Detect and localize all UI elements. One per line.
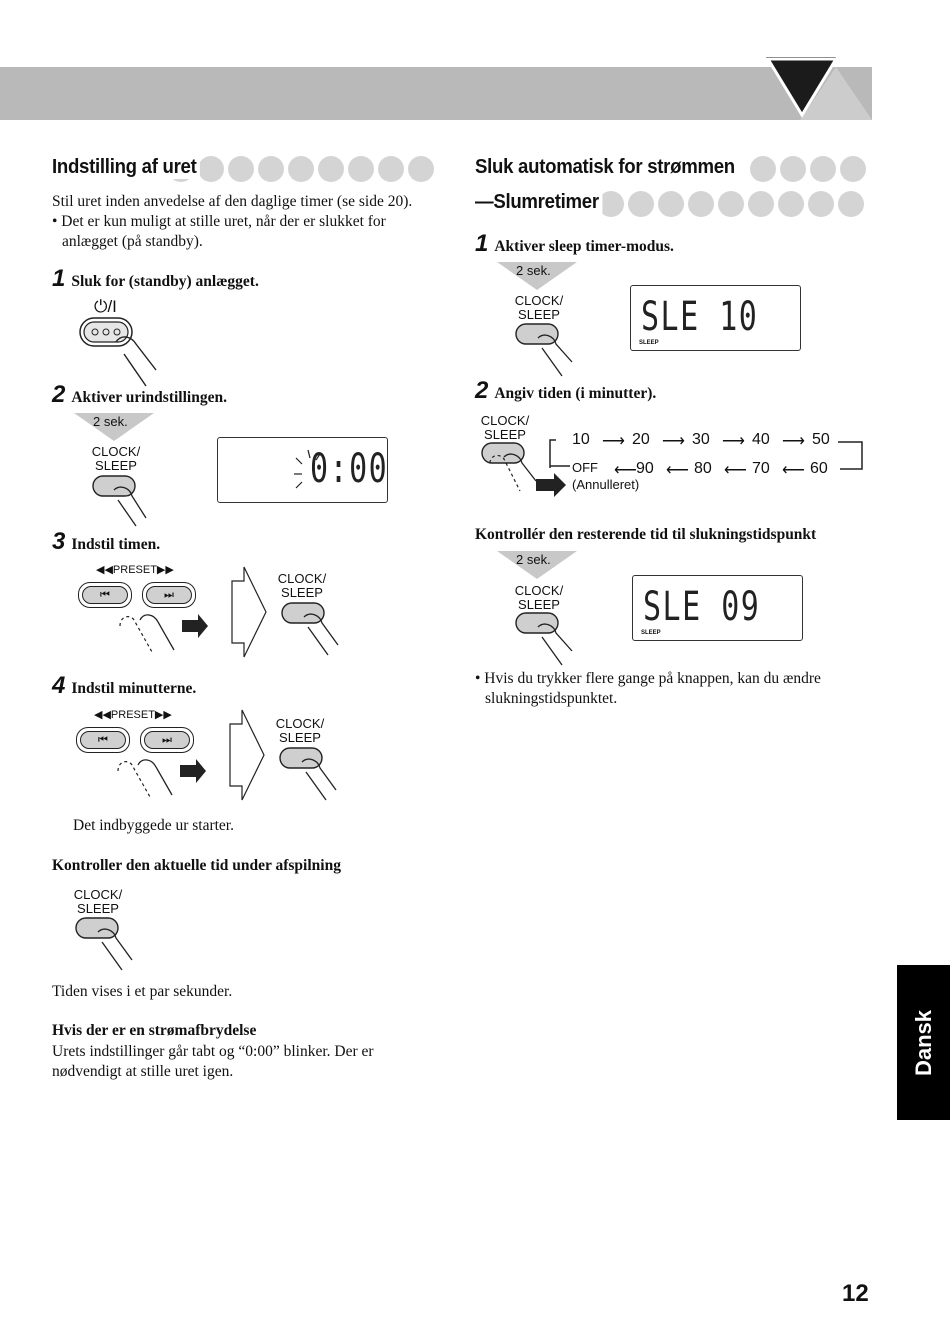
sleep-indicator: SLEEP xyxy=(639,340,659,346)
check-time-text: Tiden vises i et par sekunder. xyxy=(52,983,233,1000)
sleep-step-1: 1 Aktiver sleep timer-modus. xyxy=(475,230,674,257)
sleep-display-09 xyxy=(632,575,803,641)
clock-digits: 0:00 xyxy=(310,446,389,492)
clock-sleep-label: CLOCK/ SLEEP xyxy=(73,887,123,916)
heading-dots xyxy=(598,191,864,217)
sleep-sequence-top: 10 ⟶ 20 ⟶ 30 ⟶ 40 ⟶ 50 xyxy=(572,431,830,450)
step-2: 2 Aktiver urindstillingen. xyxy=(52,381,227,408)
power-failure-heading: Hvis der er en strømafbrydelse xyxy=(52,1022,257,1039)
next-button[interactable] xyxy=(140,727,194,753)
header-down-triangle-icon xyxy=(766,57,838,119)
section-heading-clock: Indstilling af uret xyxy=(52,156,200,179)
clock-sleep-label: CLOCK/ SLEEP xyxy=(514,583,564,612)
clock-sleep-button[interactable] xyxy=(74,916,140,974)
sleep-display-10 xyxy=(630,285,801,351)
sleep-step-2: 2 Angiv tiden (i minutter). xyxy=(475,377,657,404)
check-time-heading: Kontroller den aktuelle tid under afspilning xyxy=(52,857,341,874)
clock-sleep-label: CLOCK/ SLEEP xyxy=(91,444,141,473)
clock-sleep-label: CLOCK/ SLEEP xyxy=(514,293,564,322)
clock-display xyxy=(217,437,388,503)
clock-sleep-button[interactable] xyxy=(514,611,582,669)
page-number: 12 xyxy=(842,1280,869,1307)
clock-sleep-button[interactable] xyxy=(514,322,582,380)
sleep-note: • Hvis du trykker flere gange på knappen, kan du ændre slukningstidspunktet. xyxy=(475,670,821,707)
language-tab: Dansk xyxy=(897,965,950,1120)
finger-press-icon xyxy=(110,751,210,809)
heading-dots xyxy=(750,156,866,182)
clock-sleep-label: CLOCK/ SLEEP xyxy=(277,571,327,600)
prev-icon: ⏮ xyxy=(80,731,126,749)
clock-sleep-label: CLOCK/ SLEEP xyxy=(275,716,325,745)
clock-sleep-label: CLOCK/ SLEEP xyxy=(480,413,530,442)
intro-text: Stil uret inden anvedelse af den daglige timer (se side 20). • Det er kun muligt at stille uret, når der er slukket for anlægget (på standby). xyxy=(52,193,413,250)
standby-button[interactable] xyxy=(76,314,166,390)
next-step-arrow-icon xyxy=(230,565,270,659)
heading-dots xyxy=(168,156,434,182)
sleep-digits: SLE 10 xyxy=(641,294,759,340)
preset-label: ◀◀PRESET▶▶ xyxy=(94,709,172,721)
step-1: 1 Sluk for (standby) anlægget. xyxy=(52,265,259,292)
clock-sleep-button[interactable] xyxy=(90,474,150,530)
step-4: 4 Indstil minutterne. xyxy=(52,672,197,699)
starter-text: Det indbyggede ur starter. xyxy=(73,817,234,834)
sleep-indicator: SLEEP xyxy=(641,630,661,636)
preset-label: ◀◀PRESET▶▶ xyxy=(96,564,174,576)
next-step-arrow-icon xyxy=(228,708,268,802)
prev-button[interactable] xyxy=(78,582,132,608)
step-3: 3 Indstil timen. xyxy=(52,528,161,555)
next-icon: ⏭ xyxy=(144,731,190,749)
power-label: ⏻/I xyxy=(94,297,117,316)
next-button[interactable] xyxy=(142,582,196,608)
header-band xyxy=(0,67,872,120)
finger-press-icon xyxy=(112,606,212,664)
section-subheading-sleep: —Slumretimer xyxy=(475,191,603,214)
press-duration: 2 sek. xyxy=(93,414,128,429)
section-heading-sleep: Sluk automatisk for strømmen xyxy=(475,156,739,179)
cancelled-label: (Annulleret) xyxy=(572,477,640,492)
press-duration: 2 sek. xyxy=(516,263,551,278)
clock-sleep-button[interactable] xyxy=(278,746,342,804)
sleep-sequence-bottom: OFF ⟵ 90 ⟵ 80 ⟵ 70 ⟵ 60 xyxy=(572,460,828,479)
prev-icon: ⏮ xyxy=(82,586,128,604)
power-failure-text: Urets indstillinger går tabt og “0:00” blinker. Der er nødvendigt at stille uret igen. xyxy=(52,1043,374,1080)
clock-sleep-button[interactable] xyxy=(280,601,344,659)
prev-button[interactable] xyxy=(76,727,130,753)
check-remaining-heading: Kontrollér den resterende tid til slukningstidspunkt xyxy=(475,526,817,543)
next-icon: ⏭ xyxy=(146,586,192,604)
press-duration: 2 sek. xyxy=(516,552,551,567)
sleep-digits: SLE 09 xyxy=(643,584,761,630)
